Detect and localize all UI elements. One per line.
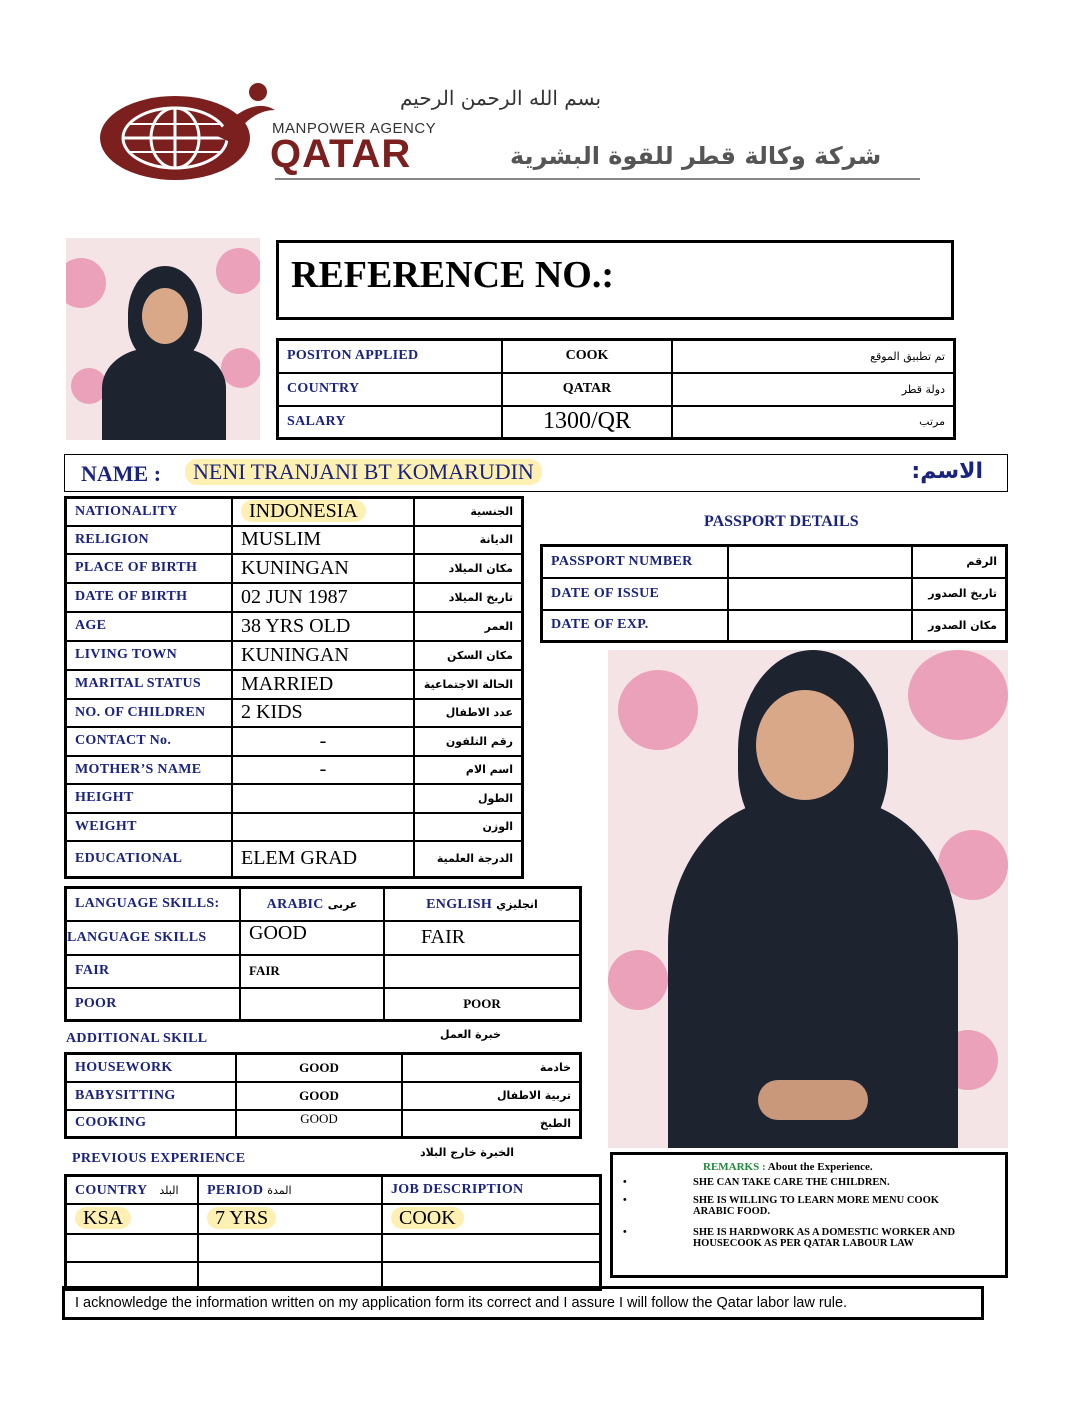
field-arabic: الوزن	[414, 813, 523, 841]
poor-arabic	[240, 988, 384, 1021]
expiry-date-label: DATE OF EXP.	[542, 610, 729, 642]
field-label: MARITAL STATUS	[66, 670, 233, 699]
exp-job	[382, 1234, 601, 1262]
table-row	[66, 841, 523, 878]
col-country-arabic: البلد	[159, 1183, 179, 1197]
field-label: LIVING TOWN	[66, 641, 233, 670]
remarks-box	[610, 1152, 1008, 1278]
poor-row-label: POOR	[66, 988, 241, 1021]
agency-name-small: MANPOWER AGENCY	[272, 120, 437, 137]
agency-name-big: QATAR	[270, 132, 412, 176]
remarks-subtitle: About the Experience.	[767, 1161, 873, 1173]
arabic-level: GOOD	[240, 921, 384, 955]
table-row	[66, 1204, 601, 1234]
babysitting-label: BABYSITTING	[66, 1082, 237, 1110]
header-underline	[275, 178, 920, 180]
country-arabic: دولة قطر	[672, 373, 955, 406]
remarks-item	[623, 1177, 993, 1188]
passport-number-value	[728, 546, 912, 578]
table-row	[66, 641, 523, 670]
personal-details-table	[64, 496, 524, 879]
language-skills-table	[64, 886, 582, 1022]
acknowledgement-box	[62, 1286, 984, 1320]
exp-job	[382, 1204, 601, 1234]
cooking-arabic: الطبخ	[402, 1110, 581, 1138]
field-arabic: تاريخ الميلاد	[414, 583, 523, 612]
additional-skill-title-arabic: خبرة العمل	[440, 1028, 501, 1041]
field-value	[232, 784, 414, 813]
remarks-item-text: SHE IS HARDWORK AS A DOMESTIC WORKER AND HOUSECOOK AS PER QATAR LABOUR LAW	[693, 1227, 956, 1249]
cooking-label: COOKING	[66, 1110, 237, 1138]
previous-experience-title-arabic: الخبرة خارج البلاد	[420, 1146, 515, 1159]
reference-box	[276, 240, 954, 320]
exp-period-value: 7 YRS	[207, 1207, 276, 1229]
bullet-icon: •	[623, 1195, 627, 1206]
housework-label: HOUSEWORK	[66, 1054, 237, 1082]
fair-english	[384, 955, 581, 988]
table-row	[66, 1054, 581, 1082]
field-label: CONTACT No.	[66, 727, 233, 756]
country-value: QATAR	[502, 373, 672, 406]
position-label: POSITON APPLIED	[278, 340, 503, 373]
table-row	[66, 612, 523, 641]
col-period-label: PERIOD	[207, 1182, 264, 1198]
issue-date-value	[728, 578, 912, 610]
field-value-text: MARRIED	[241, 672, 334, 695]
field-value	[232, 841, 414, 878]
table-row	[66, 756, 523, 784]
field-arabic: الحالة الاجتماعية	[414, 670, 523, 699]
poor-english: POOR	[384, 988, 581, 1021]
table-row	[278, 373, 955, 406]
field-arabic: رقم التلفون	[414, 727, 523, 756]
field-value-text: 02 JUN 1987	[241, 585, 348, 608]
field-value-text: -	[319, 758, 327, 780]
field-value-text: 38 YRS OLD	[241, 614, 351, 637]
table-row	[66, 1234, 601, 1262]
field-value	[232, 612, 414, 641]
field-value	[232, 554, 414, 583]
field-label: WEIGHT	[66, 813, 233, 841]
babysitting-arabic: تربية الاطفال	[402, 1082, 581, 1110]
exp-country	[66, 1234, 199, 1262]
field-label: PLACE OF BIRTH	[66, 554, 233, 583]
remarks-item	[623, 1195, 993, 1217]
exp-country-value: KSA	[75, 1207, 131, 1229]
table-row	[278, 406, 955, 439]
additional-skills-table	[64, 1052, 582, 1139]
remarks-heading	[703, 1161, 873, 1173]
bullet-icon: •	[623, 1177, 627, 1188]
salary-arabic: مرتب	[672, 406, 955, 439]
agency-name-arabic: شركة وكالة قطر للقوة البشرية	[510, 142, 882, 170]
col-period-arabic: المدة	[267, 1183, 292, 1197]
table-row	[66, 921, 581, 955]
field-arabic: عدد الاطفال	[414, 699, 523, 727]
field-arabic: الديانة	[414, 526, 523, 554]
field-value	[232, 699, 414, 727]
issue-date-arabic: تاريخ الصدور	[912, 578, 1007, 610]
field-arabic: الدرجة العلمية	[414, 841, 523, 878]
position-table	[276, 338, 956, 440]
remarks-item-text: SHE CAN TAKE CARE THE CHILDREN.	[693, 1177, 890, 1188]
field-arabic: مكان السكن	[414, 641, 523, 670]
housework-arabic: خادمة	[402, 1054, 581, 1082]
table-row	[66, 699, 523, 727]
expiry-date-value	[728, 610, 912, 642]
reference-label: REFERENCE NO.:	[291, 254, 615, 296]
applicant-photo-full	[608, 650, 1008, 1148]
table-row	[66, 1176, 601, 1204]
field-value-text: INDONESIA	[241, 500, 366, 522]
salary-value: 1300/QR	[502, 406, 672, 439]
field-arabic: الطول	[414, 784, 523, 813]
language-header-label: LANGUAGE SKILLS:	[66, 888, 241, 921]
position-arabic: تم تطبيق الموقع	[672, 340, 955, 373]
period-column-header	[198, 1176, 382, 1204]
english-column-header	[384, 888, 581, 921]
language-row-label: LANGUAGE SKILLS	[66, 921, 241, 955]
additional-skill-title: ADDITIONAL SKILL	[66, 1031, 208, 1046]
english-col-arabic: انجليزي	[496, 898, 538, 912]
salary-label: SALARY	[278, 406, 503, 439]
name-label: NAME :	[81, 461, 162, 486]
field-label: NATIONALITY	[66, 498, 233, 526]
table-row	[278, 340, 955, 373]
field-label: NO. OF CHILDREN	[66, 699, 233, 727]
table-row	[66, 1110, 581, 1138]
field-value-text: -	[319, 729, 327, 752]
passport-title: PASSPORT DETAILS	[704, 513, 859, 530]
applicant-photo-small	[66, 238, 260, 440]
country-label: COUNTRY	[278, 373, 503, 406]
field-value-text: MUSLIM	[241, 528, 322, 550]
field-arabic: مكان الميلاد	[414, 554, 523, 583]
field-value	[232, 526, 414, 554]
cooking-value: GOOD	[236, 1110, 402, 1138]
previous-experience-title: PREVIOUS EXPERIENCE	[72, 1151, 246, 1166]
field-label: RELIGION	[66, 526, 233, 554]
remarks-item	[623, 1227, 993, 1249]
col-country-label: COUNTRY	[75, 1182, 148, 1198]
passport-table	[540, 544, 1008, 643]
field-label: MOTHER’S NAME	[66, 756, 233, 784]
english-level: FAIR	[384, 921, 581, 955]
acknowledgement-text: I acknowledge the information written on my application form its correct and I assure I will follow the Qatar labor law rule.	[75, 1295, 848, 1311]
table-row	[542, 610, 1007, 642]
table-row	[66, 888, 581, 921]
english-col-label: ENGLISH	[426, 897, 493, 913]
bullet-icon: •	[623, 1227, 627, 1238]
bismillah: بسم الله الرحمن الرحيم	[400, 86, 602, 110]
table-row	[66, 784, 523, 813]
babysitting-value: GOOD	[236, 1082, 402, 1110]
name-bar	[64, 454, 1008, 492]
exp-country	[66, 1204, 199, 1234]
table-row	[66, 583, 523, 612]
passport-number-arabic: الرقم	[912, 546, 1007, 578]
field-value-text: KUNINGAN	[241, 556, 349, 579]
name-value: NENI TRANJANI BT KOMARUDIN	[185, 459, 542, 485]
field-value	[232, 756, 414, 784]
arabic-column-header	[240, 888, 384, 921]
fair-row-label: FAIR	[66, 955, 241, 988]
table-row	[66, 988, 581, 1021]
issue-date-label: DATE OF ISSUE	[542, 578, 729, 610]
field-label: AGE	[66, 612, 233, 641]
table-row	[66, 727, 523, 756]
field-arabic: اسم الام	[414, 756, 523, 784]
field-value	[232, 498, 414, 526]
table-row	[66, 670, 523, 699]
table-row	[66, 498, 523, 526]
field-value-text: 2 KIDS	[241, 701, 303, 723]
position-value: COOK	[502, 340, 672, 373]
table-row	[66, 526, 523, 554]
field-value	[232, 670, 414, 699]
field-value-text: KUNINGAN	[241, 643, 349, 666]
table-row	[542, 578, 1007, 610]
field-arabic: العمر	[414, 612, 523, 641]
job-column-header: JOB DESCRIPTION	[382, 1176, 601, 1204]
table-row	[66, 813, 523, 841]
arabic-col-arabic: عربى	[327, 898, 358, 912]
field-value	[232, 813, 414, 841]
table-row	[542, 546, 1007, 578]
remarks-item-text: SHE IS WILLING TO LEARN MORE MENU COOK ARABIC FOOD.	[693, 1195, 939, 1217]
exp-period	[198, 1234, 382, 1262]
passport-number-label: PASSPORT NUMBER	[542, 546, 729, 578]
exp-job-value: COOK	[391, 1207, 464, 1229]
agency-logo	[100, 80, 930, 190]
experience-table	[64, 1174, 602, 1291]
expiry-date-arabic: مكان الصدور	[912, 610, 1007, 642]
name-arabic: الاسم:	[911, 459, 983, 484]
table-row	[66, 554, 523, 583]
field-label: DATE OF BIRTH	[66, 583, 233, 612]
remarks-title: REMARKS :	[703, 1161, 766, 1173]
exp-period	[198, 1204, 382, 1234]
field-label: HEIGHT	[66, 784, 233, 813]
fair-arabic: FAIR	[240, 955, 384, 988]
field-label: EDUCATIONAL	[66, 841, 233, 878]
table-row	[66, 955, 581, 988]
field-arabic: الجنسية	[414, 498, 523, 526]
housework-value: GOOD	[236, 1054, 402, 1082]
field-value-text: ELEM GRAD	[241, 847, 358, 870]
table-row	[66, 1082, 581, 1110]
field-value	[232, 641, 414, 670]
field-value	[232, 583, 414, 612]
field-value	[232, 727, 414, 756]
arabic-col-label: ARABIC	[266, 897, 324, 913]
country-column-header	[66, 1176, 199, 1204]
